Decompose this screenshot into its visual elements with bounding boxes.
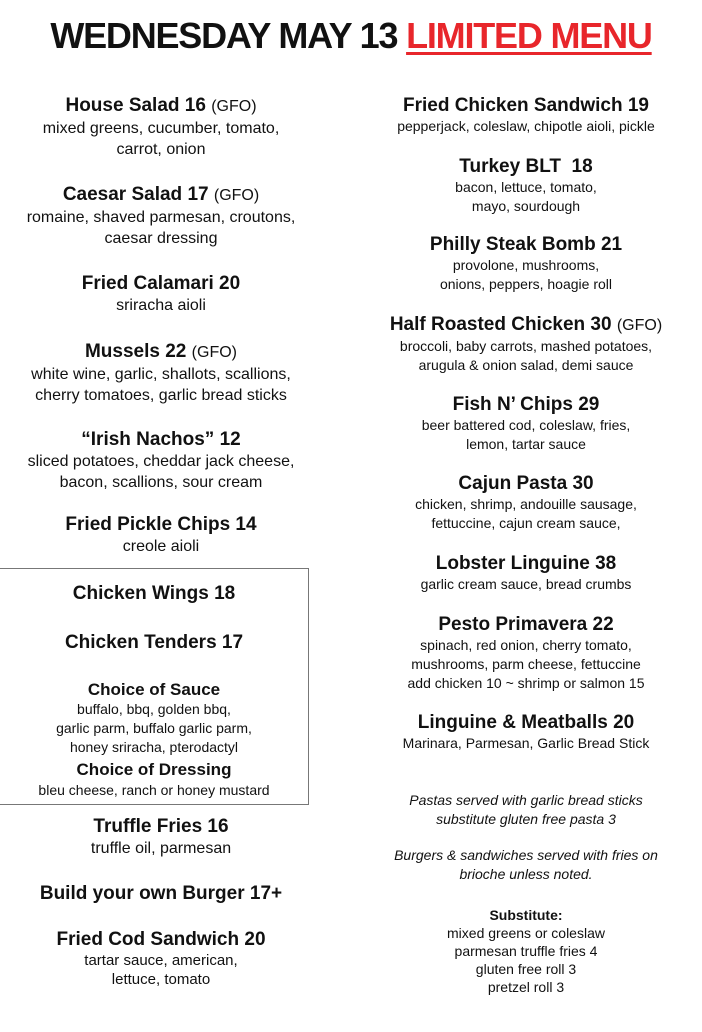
menu-item [0, 341, 322, 406]
substitute-option: pretzel roll 3 [487, 979, 565, 995]
substitute-heading: Substitute: [489, 907, 563, 923]
dressing-list: bleu cheese, ranch or honey mustard [38, 782, 270, 798]
item-desc: fettuccine, cajun cream sauce, [431, 515, 621, 531]
menu-item [360, 314, 692, 375]
item-name: Fried Chicken Sandwich 19 [402, 95, 650, 116]
substitute-option: parmesan truffle fries 4 [454, 943, 598, 959]
menu-item [0, 514, 322, 557]
item-name-chicken-tenders: Chicken Tenders 17 [64, 632, 244, 653]
item-desc: caesar dressing [104, 230, 218, 247]
menu-item [0, 429, 322, 493]
item-desc: chicken, shrimp, andouille sausage, [415, 496, 637, 512]
item-desc: onions, peppers, hoagie roll [439, 276, 612, 292]
item-name: Fried Pickle Chips 14 [65, 514, 257, 535]
item-desc: creole aioli [122, 538, 200, 555]
item-name-chicken-wings: Chicken Wings 18 [72, 583, 236, 604]
item-name: Fried Cod Sandwich 20 [56, 929, 266, 950]
substitute-option: gluten free roll 3 [475, 961, 577, 977]
item-name: Truffle Fries 16 [93, 816, 229, 837]
pasta-note: Pastas served with garlic bread sticks substitute gluten free pasta 3 [409, 792, 643, 827]
item-desc: mixed greens, cucumber, tomato, [42, 120, 280, 137]
menu-item [0, 929, 322, 989]
page-title [0, 14, 702, 58]
item-name: Fried Calamari 20 [81, 273, 241, 294]
item-desc: carrot, onion [116, 141, 206, 158]
sauce-heading: Choice of Sauce [87, 680, 221, 699]
item-desc: spinach, red onion, cherry tomato, [420, 637, 632, 653]
menu-item [360, 614, 692, 693]
item-name: Cajun Pasta 30 [458, 473, 594, 494]
menu-item [360, 234, 692, 294]
item-desc: add chicken 10 ~ shrimp or salmon 15 [407, 675, 645, 691]
item-desc: broccoli, baby carrots, mashed potatoes, [399, 338, 653, 354]
item-name: Half Roasted Chicken 30 (GFO) [389, 314, 663, 335]
item-desc: bacon, scallions, sour cream [59, 474, 263, 491]
menu-item [360, 95, 692, 136]
item-desc: cherry tomatoes, garlic bread sticks [35, 387, 287, 404]
item-desc: Marinara, Parmesan, Garlic Bread Stick [402, 735, 650, 751]
item-name: House Salad 16 (GFO) [65, 95, 257, 116]
menu-item [360, 712, 692, 753]
dressing-heading: Choice of Dressing [76, 760, 232, 779]
item-desc: provolone, mushrooms, [452, 257, 600, 273]
menu-item [360, 156, 692, 216]
sauce-list: honey sriracha, pterodactyl [69, 739, 239, 755]
item-name: “Irish Nachos” 12 [81, 429, 241, 450]
sauce-list: buffalo, bbq, golden bbq, [77, 701, 231, 717]
item-desc: lemon, tartar sauce [466, 436, 586, 452]
menu-item [360, 473, 692, 533]
substitute-section [360, 906, 692, 996]
item-name: Philly Steak Bomb 21 [429, 234, 623, 255]
wings-tenders-box [0, 568, 309, 805]
menu-item [0, 883, 322, 905]
substitute-option: mixed greens or coleslaw [447, 925, 605, 941]
item-desc: truffle oil, parmesan [90, 840, 232, 857]
item-desc: white wine, garlic, shallots, scallions, [31, 366, 291, 383]
item-desc: lettuce, tomato [111, 971, 211, 988]
item-desc: pepperjack, coleslaw, chipotle aioli, pickle [397, 118, 655, 134]
item-name: Caesar Salad 17 (GFO) [62, 184, 260, 205]
title-date: WEDNESDAY MAY 13 [50, 15, 398, 56]
item-desc: mushrooms, parm cheese, fettuccine [411, 656, 641, 672]
menu-item [0, 273, 322, 316]
sauce-list: garlic parm, buffalo garlic parm, [56, 720, 252, 736]
item-desc: romaine, shaved parmesan, croutons, [26, 209, 296, 226]
menu-item [0, 816, 322, 859]
item-name: Lobster Linguine 38 [435, 553, 617, 574]
item-name: Pesto Primavera 22 [438, 614, 614, 635]
item-desc: beer battered cod, coleslaw, fries, [421, 417, 631, 433]
menu-item [360, 394, 692, 454]
title-limited-menu: LIMITED MENU [406, 15, 652, 56]
item-name: Linguine & Meatballs 20 [417, 712, 635, 733]
item-name: Fish N’ Chips 29 [452, 394, 600, 415]
menu-item [360, 553, 692, 594]
menu-item [0, 95, 322, 160]
item-desc: garlic cream sauce, bread crumbs [420, 576, 632, 592]
item-desc: tartar sauce, american, [84, 952, 238, 969]
item-desc: arugula & onion salad, demi sauce [418, 357, 634, 373]
item-desc: bacon, lettuce, tomato, [455, 179, 597, 195]
item-desc: mayo, sourdough [471, 198, 581, 214]
burger-note: Burgers & sandwiches served with fries on brioche unless noted. [394, 847, 658, 882]
item-desc: sriracha aioli [116, 297, 206, 314]
item-name: Turkey BLT 18 [459, 156, 593, 177]
item-name: Mussels 22 (GFO) [84, 341, 237, 362]
menu-item [0, 184, 322, 249]
item-desc: sliced potatoes, cheddar jack cheese, [27, 453, 295, 470]
item-name: Build your own Burger 17+ [39, 883, 283, 904]
